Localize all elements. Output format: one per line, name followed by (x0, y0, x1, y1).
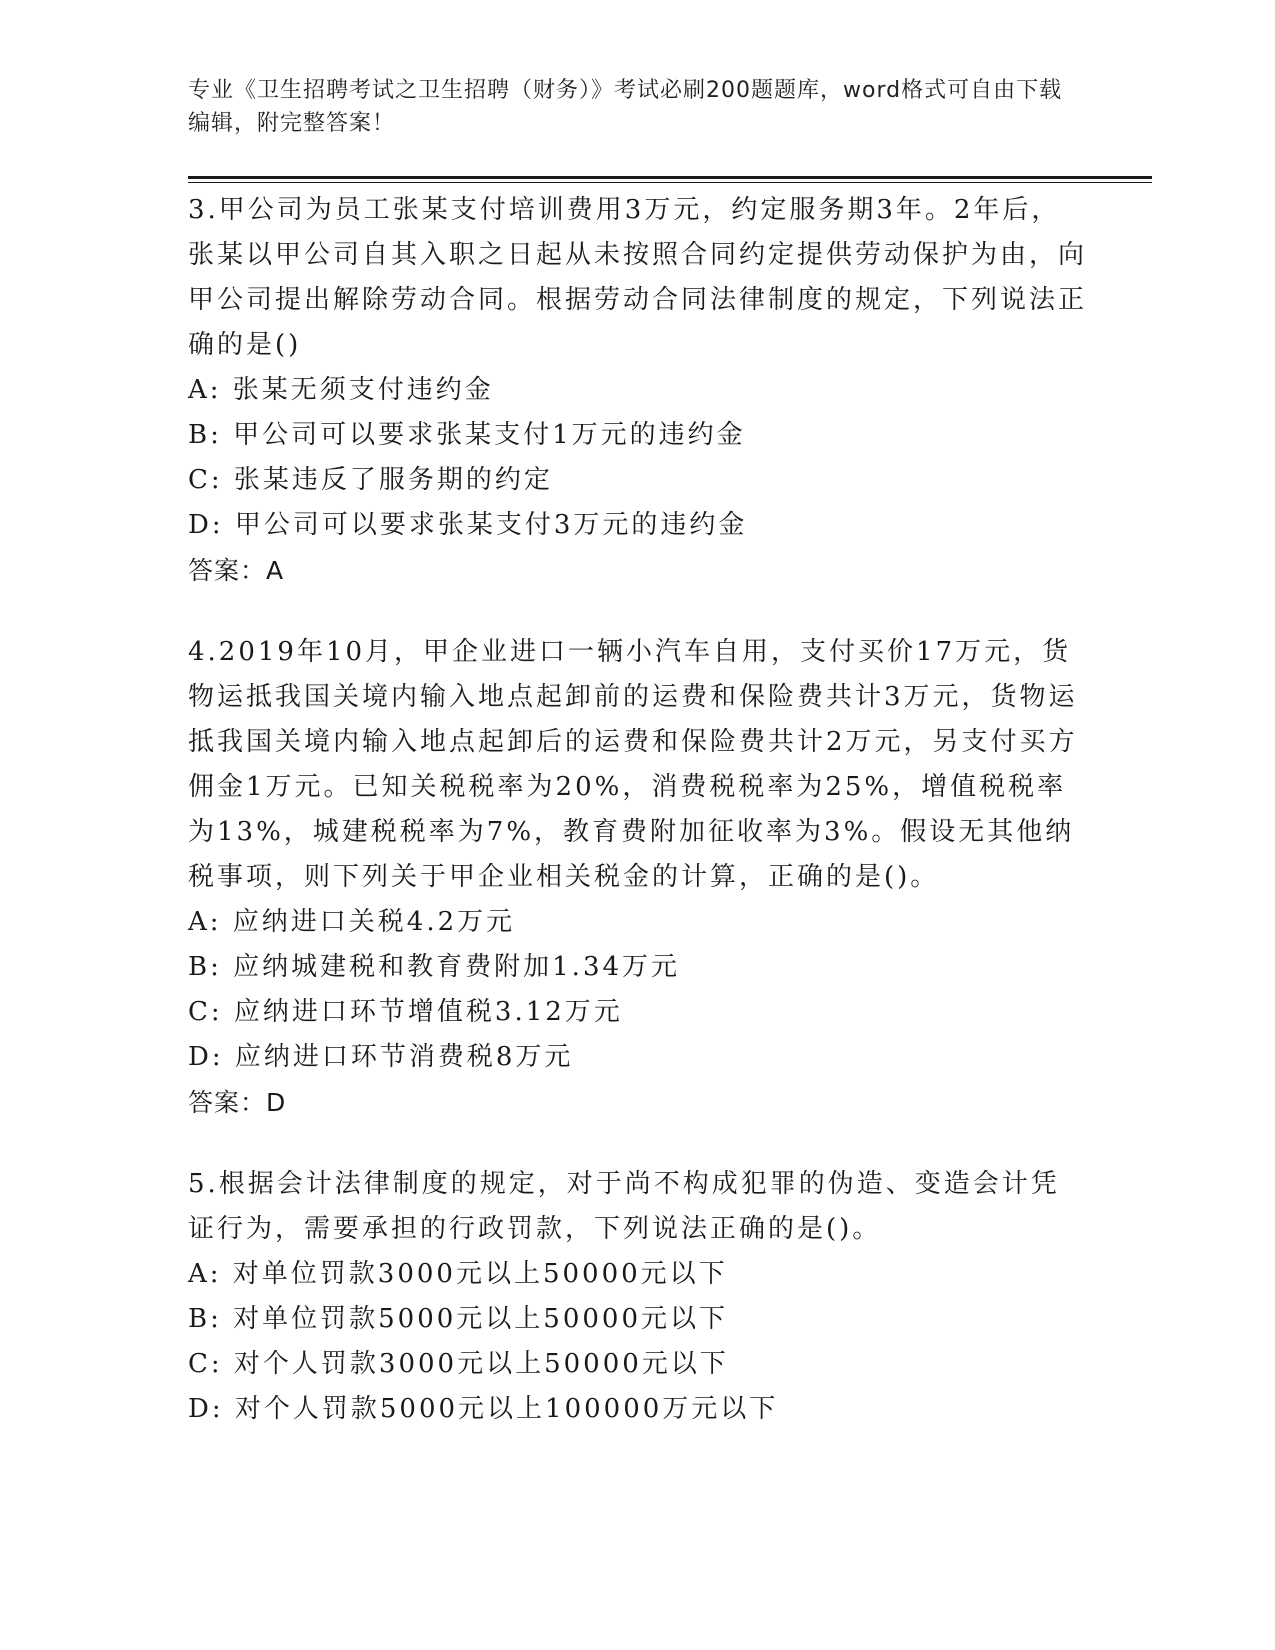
header-divider-thick (188, 176, 1152, 179)
document-header: 专业《卫生招聘考试之卫生招聘（财务）》考试必刷200题题库，word格式可自由下载编辑，附完整答案！ (188, 78, 1063, 136)
option-a: A: 应纳进口关税4.2万元 (188, 907, 516, 937)
option-d: D: 对个人罚款5000元以上100000万元以下 (188, 1394, 779, 1424)
question-list (188, 188, 1088, 1468)
option-c: C: 对个人罚款3000元以上50000元以下 (188, 1349, 729, 1379)
question-text: 4.2019年10月，甲企业进口一辆小汽车自用，支付买价17万元，货物运抵我国关境内输入地点起卸前的运费和保险费共计3万元，货物运抵我国关境内输入地点起卸后的运费和保险费共计2万元，另支付买方佣金1万元。已知关税税率为20%，消费税税率为25%，增值税税率为13%，城建税税率为7%，教育费附加征收率为3%。假设无其他纳税事项，则下列关于甲企业相关税金的计算，正确的是()。 (188, 637, 1078, 892)
option-b: B: 应纳城建税和教育费附加1.34万元 (188, 952, 681, 982)
option-c: C: 应纳进口环节增值税3.12万元 (188, 997, 623, 1027)
option-b: B: 甲公司可以要求张某支付1万元的违约金 (188, 420, 746, 450)
question-3 (188, 188, 1088, 594)
question-text: 3.甲公司为员工张某支付培训费用3万元，约定服务期3年。2年后，张某以甲公司自其入职之日起从未按照合同约定提供劳动保护为由，向甲公司提出解除劳动合同。根据劳动合同法律制度的规定，下列说法正确的是() (188, 195, 1088, 360)
option-d: D: 应纳进口环节消费税8万元 (188, 1042, 574, 1072)
option-d: D: 甲公司可以要求张某支付3万元的违约金 (188, 510, 748, 540)
option-c: C: 张某违反了服务期的约定 (188, 465, 553, 495)
option-b: B: 对单位罚款5000元以上50000元以下 (188, 1304, 729, 1334)
question-5 (188, 1162, 1088, 1432)
question-text: 5.根据会计法律制度的规定，对于尚不构成犯罪的伪造、变造会计凭证行为，需要承担的行政罚款，下列说法正确的是()。 (188, 1169, 1060, 1244)
option-a: A: 对单位罚款3000元以上50000元以下 (188, 1259, 728, 1289)
option-a: A: 张某无须支付违约金 (188, 375, 494, 405)
answer-text: 答案：A (188, 556, 285, 585)
header-divider-thin (188, 182, 1152, 183)
answer-text: 答案：D (188, 1088, 287, 1117)
question-4 (188, 630, 1088, 1126)
